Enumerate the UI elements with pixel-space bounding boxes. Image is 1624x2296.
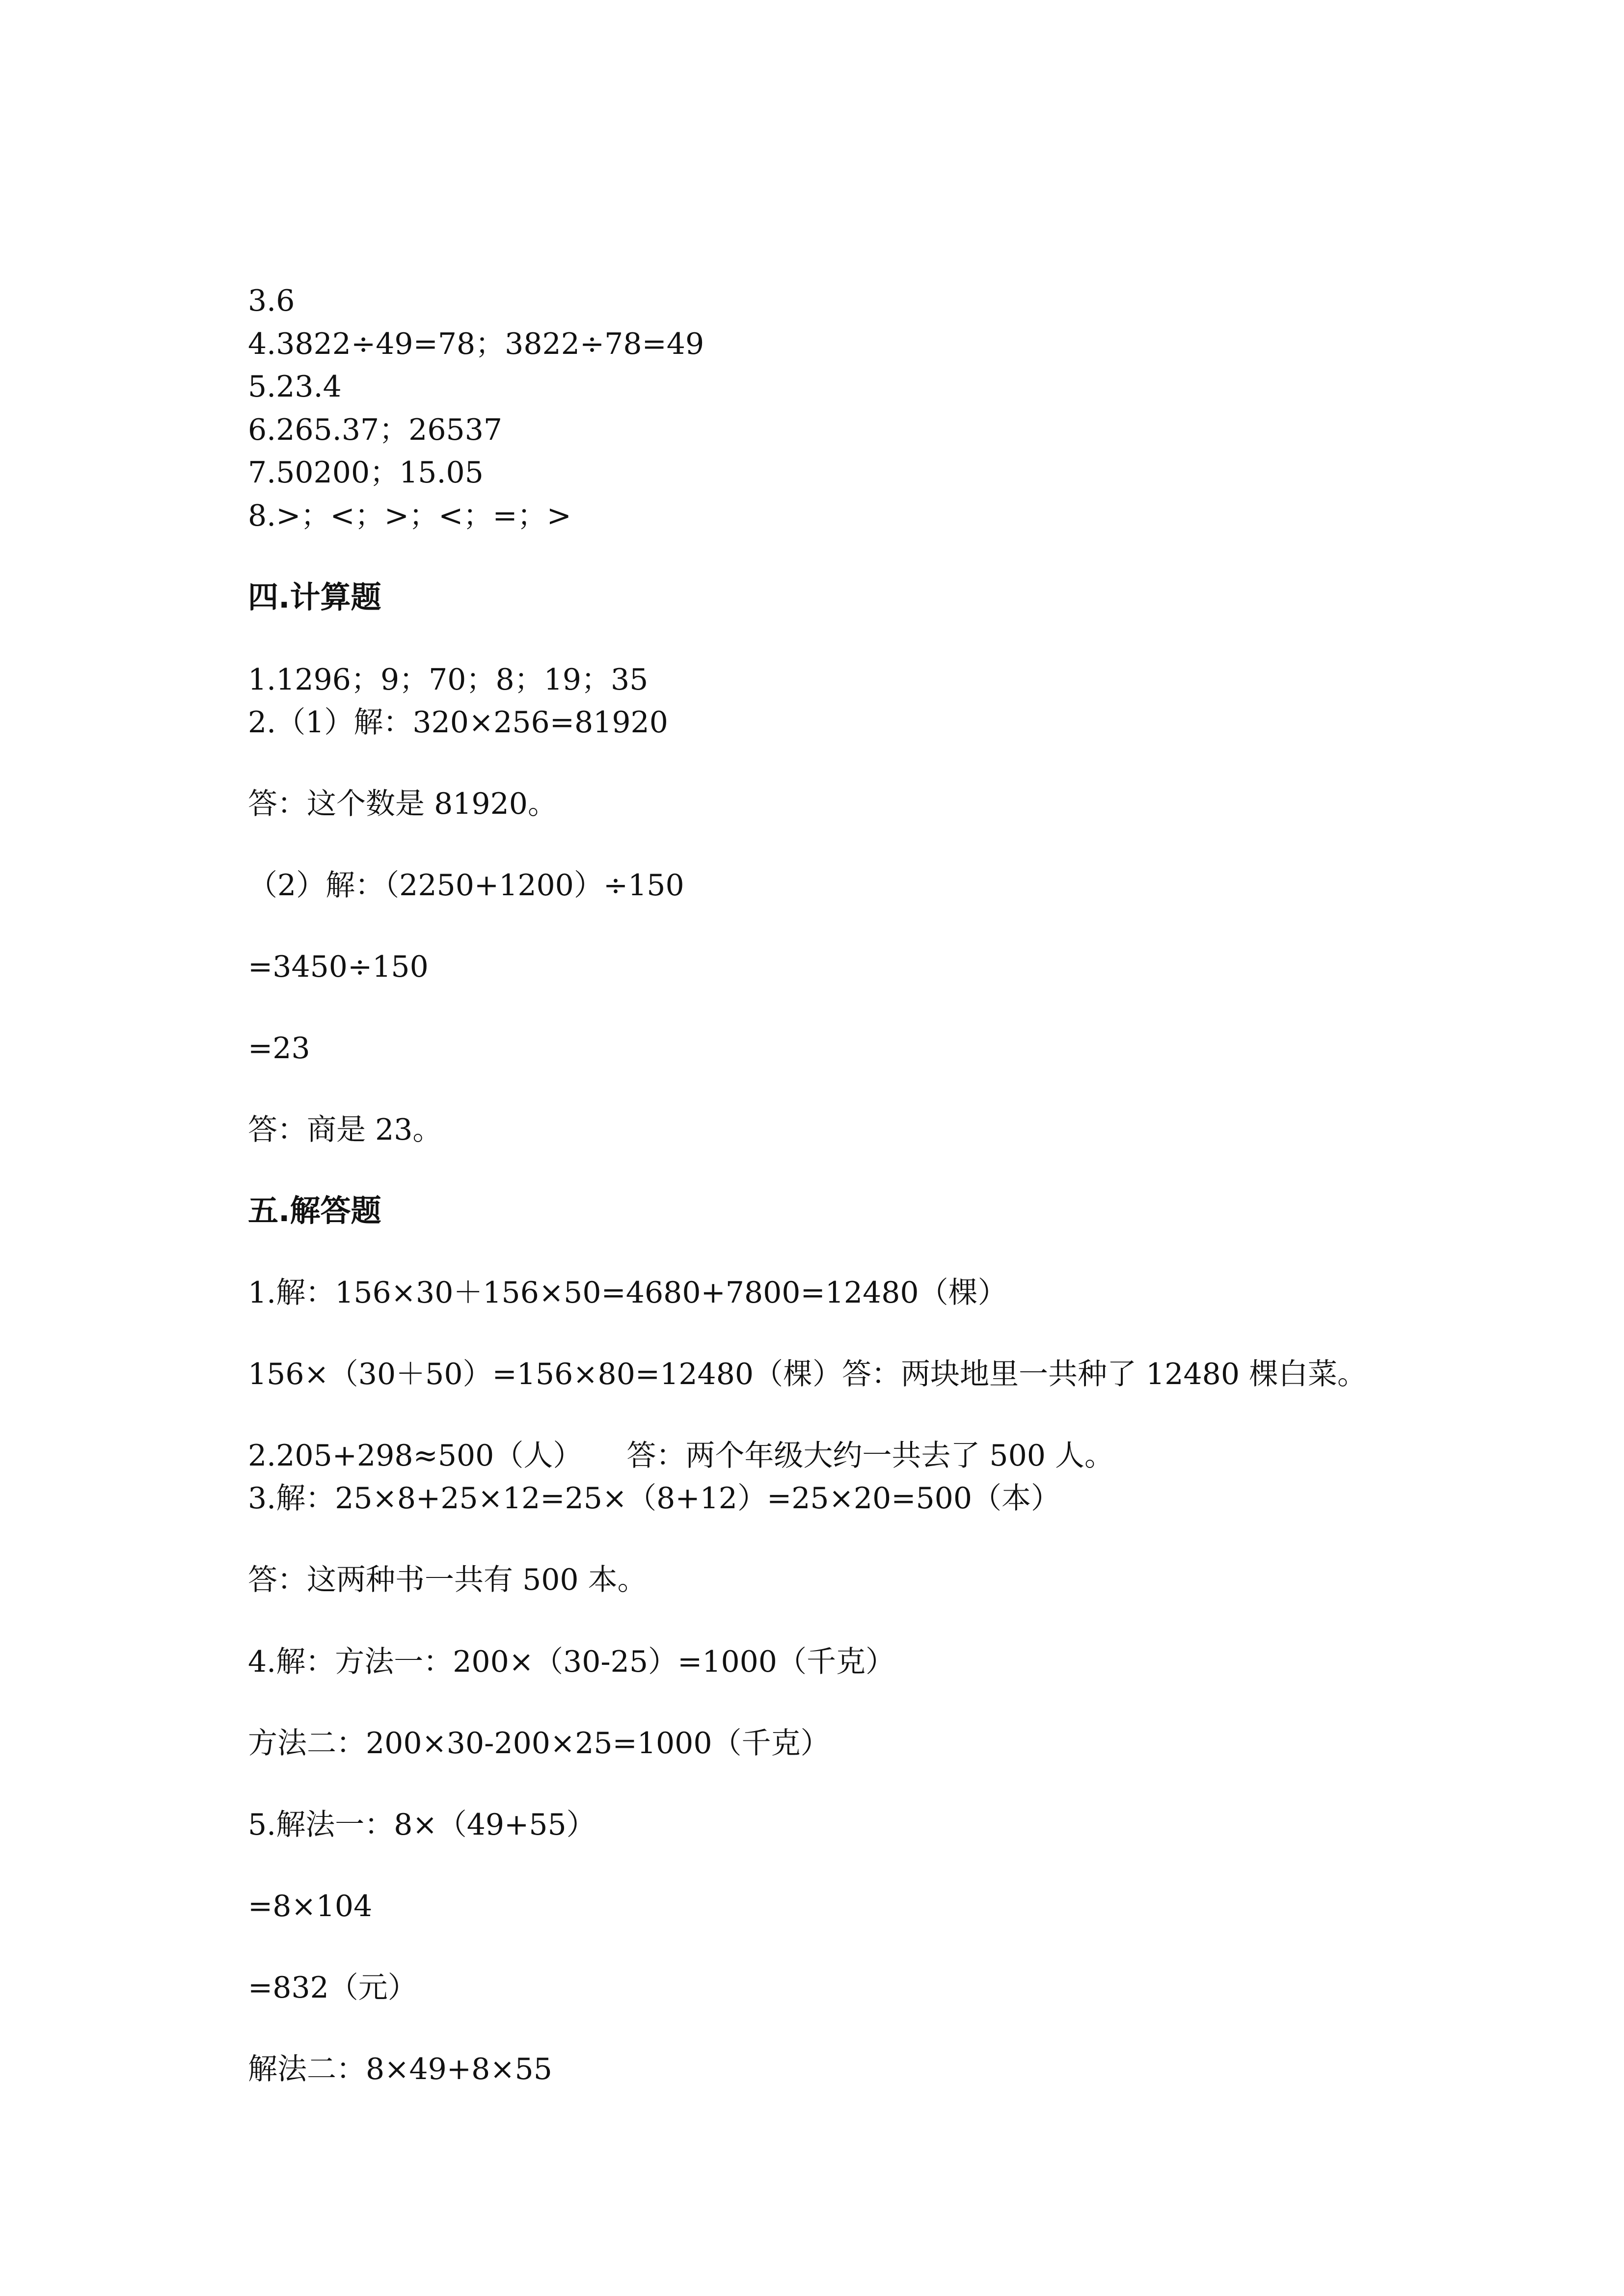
answer-line: 4.3822÷49=78；3822÷78=49	[248, 327, 704, 361]
answer-line: 3.6	[248, 284, 295, 318]
answer-line: =832（元）	[248, 1971, 417, 2005]
answer-line: 解法二：8×49+8×55	[248, 2052, 552, 2086]
answer-line: 3.解：25×8+25×12=25×（8+12）=25×20=500（本）	[248, 1481, 1061, 1516]
answer-line: =23	[248, 1031, 310, 1066]
answer-line: 6.265.37；26537	[248, 413, 503, 447]
answer-line: 答：商是 23。	[248, 1113, 442, 1147]
answer-line: 1.解：156×30＋156×50=4680+7800=12480（棵）	[248, 1276, 1007, 1310]
answer-line: 1.1296；9；70；8；19；35	[248, 663, 649, 697]
answer-line: =3450÷150	[248, 950, 429, 984]
section-heading-word-problems: 五.解答题	[248, 1193, 381, 1228]
answer-line: 答：这两种书一共有 500 本。	[248, 1563, 647, 1597]
answer-line: 7.50200；15.05	[248, 455, 484, 490]
answer-line: =8×104	[248, 1889, 373, 1923]
answer-line: 2.205+298≈500（人） 答：两个年级大约一共去了 500 人。	[248, 1439, 1114, 1473]
answer-line: 答：这个数是 81920。	[248, 787, 557, 821]
section-heading-calculation: 四.计算题	[248, 579, 381, 615]
answer-line: 156×（30＋50）=156×80=12480（棵）答：两块地里一共种了 12480 棵白菜。	[248, 1357, 1367, 1391]
answer-line: 方法二：200×30-200×25=1000（千克）	[248, 1726, 830, 1761]
answer-line: 8.>；<；>；<；=；>	[248, 499, 571, 533]
answer-line: 2.（1）解：320×256=81920	[248, 705, 668, 740]
answer-line: 5.解法一：8×（49+55）	[248, 1808, 596, 1842]
answer-line: （2）解：（2250+1200）÷150	[248, 868, 684, 903]
answer-line: 4.解：方法一：200×（30-25）=1000（千克）	[248, 1645, 895, 1679]
answer-line: 5.23.4	[248, 370, 342, 404]
